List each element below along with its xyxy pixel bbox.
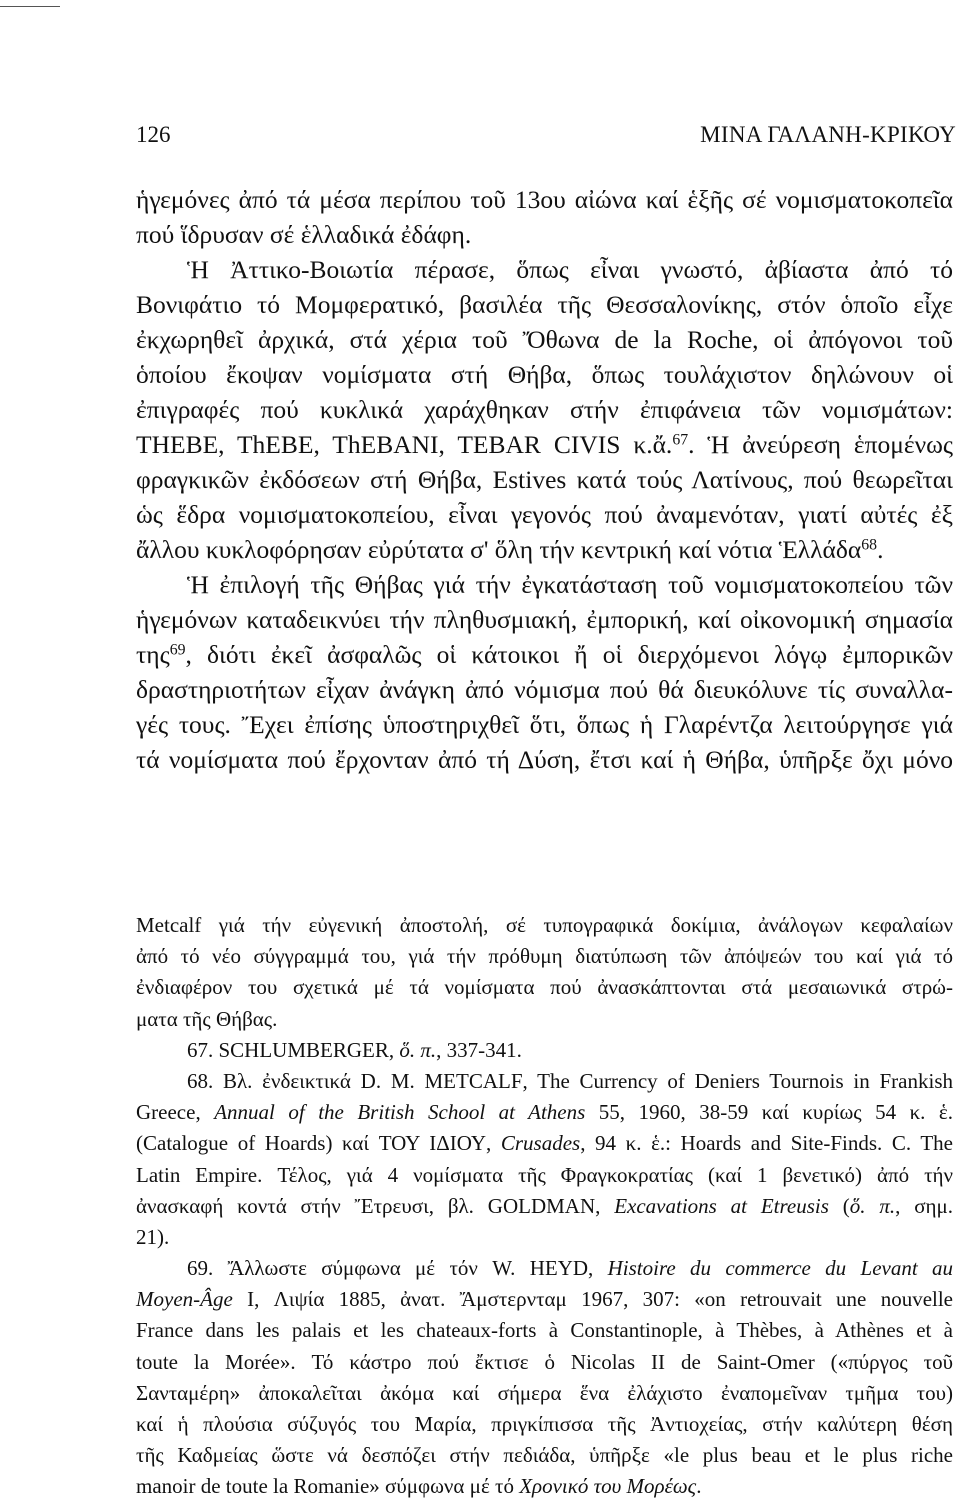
citation-abbrev: ὅ. π. (849, 1193, 896, 1218)
footnote-ref-69: 69 (169, 641, 186, 659)
footnote-line: toute la Morée». Τό κάστρο πού ἔκτισε ὁ Nicolas II de Saint-Omer («πύργος τοῦ (136, 1349, 953, 1374)
page-number: 126 (136, 122, 171, 147)
body-text-run: THEBE, ThEBE, ThEBANI, TEBAR CIVIS κ.ἄ. (136, 430, 673, 459)
footnote-text-run: , 337-341. (436, 1037, 522, 1062)
footnote-ref-67: 67 (672, 431, 689, 449)
body-line: πού ἵδρυσαν σέ ἑλλαδικά ἐδάφη. (136, 220, 472, 249)
body-text-run: . Ἡ ἀνεύρεση ἑπομένως (688, 430, 953, 459)
footnote-text-run: , The Currency of Deniers Tournois in Frankish (522, 1068, 953, 1093)
footnote-68 (136, 1066, 953, 1097)
citation-abbrev: ὅ. π. (399, 1037, 437, 1062)
body-line: ἐκχωρηθεῖ ἀρχικά, στά χέρια τοῦ Ὄθωνα de la Roche, οἱ ἀπόγονοι τοῦ (136, 325, 953, 354)
footnote-line: ἀπό τό νέο σύγγραμμά του, γιά τήν πρόθυμη διατύπωση τῶν ἀπόψεών του καί γιά τό (136, 944, 953, 969)
body-line (136, 637, 953, 672)
footnote-line (136, 1097, 953, 1128)
footnote-line (136, 1471, 953, 1502)
footnotes (136, 910, 953, 1503)
footnote-text-run: . (696, 1474, 702, 1499)
body-line: φραγκικῶν ἐκδόσεων στή Θήβα, Estives κατά τούς Λατίνους, πού θεωρεῖται (136, 465, 953, 494)
footnote-text-run: ( (828, 1193, 850, 1218)
footnote-text-run: , (486, 1131, 501, 1156)
running-head: ΜΙΝΑ ΓΑΛΑΝΗ-ΚΡΙΚΟΥ (700, 122, 956, 147)
journal-title: Annual of the British School at Athens (214, 1100, 586, 1125)
footnote-text-run: 55, 1960, 38-59 καί κυρίως 54 κ. ἑ. (585, 1100, 953, 1125)
footnote-text-run: , 94 κ. ἑ.: Hoards and Site-Finds. C. The (580, 1131, 954, 1156)
body-line: ὡς ἕδρα νομισματοκοπείου, εἶναι γεγονός πού ἀναμενόταν, γιατί αὐτές ἐξ (136, 500, 953, 529)
footnote-line (136, 1284, 953, 1315)
book-title: Excavations at Etreusis (614, 1193, 829, 1218)
footnote-line: ἐνδιαφέρον του σχετικά μέ τά νομίσματα πού ἀνασκάπτονται στά μεσαιωνικά στρώ- (136, 975, 953, 1000)
footnote-text-run: , (388, 1037, 400, 1062)
book-title: Crusades (500, 1131, 581, 1156)
body-line: ὁποίου ἔκοψαν νομίσματα στή Θήβα, ὅπως τουλάχιστον δηλώνουν οἱ (136, 360, 953, 389)
author-name: HEYD (529, 1256, 589, 1281)
main-text (136, 182, 953, 777)
footnote-text-run: ἀνασκαφή κοντά στήν Ἔτρευσι, βλ. (136, 1193, 488, 1218)
footnote-text-run: , (595, 1193, 615, 1218)
footnote-text-run: (Catalogue of Hoards) καί (136, 1131, 379, 1156)
footnote-69 (136, 1253, 953, 1284)
footnote-line: καί ἡ πλούσια σύζυγός του Μαρία, πριγκίπισσα τῆς Ἀντιοχείας, στήν καλύτερη θέση (136, 1412, 953, 1436)
body-line (136, 532, 953, 567)
book-title: Moyen-Âge (136, 1287, 233, 1312)
footnote-text-run: , (588, 1256, 608, 1281)
body-line (136, 427, 953, 462)
author-name: METCALF (424, 1068, 523, 1093)
footnote-text-run: , σημ. (895, 1193, 954, 1218)
body-line: Βονιφάτιο τό Μομφερατικό, βασιλέα τῆς Θεσσαλονίκης, στόν ὁποῖο εἶχε (136, 290, 953, 319)
footnote-ref-68: 68 (861, 536, 878, 554)
body-line: γές τους. Ἔχει ἐπίσης ὑποστηριχθεῖ ὅτι, ὅπως ἡ Γλαρέντζα λειτούργησε γιά (136, 710, 953, 739)
footnote-line: 21). (136, 1224, 170, 1249)
footnote-text-run: Greece, (136, 1100, 215, 1125)
footnote-line (136, 1128, 953, 1159)
body-line: δραστηριοτήτων εἶχαν ἀνάγκη ἀπό νόμισμα πού θά διευκόλυνε τίς συναλλα- (136, 675, 953, 704)
footnote-line: Latin Empire. Τέλος, γιά 4 νομίσματα τῆς Φραγκοκρατίας (καί 1 βενετικό) ἀπό τήν (136, 1162, 953, 1187)
body-line: ἡγεμόνες ἀπό τά μέσα περίπου τοῦ 13ου αἰώνα καί ἑξῆς σέ νομισματοκοπεῖα (136, 185, 953, 214)
author-name: SCHLUMBERGER (218, 1037, 389, 1062)
footnote-text-run: manoir de toute la Romanie» σύμφωνα μέ τό (136, 1474, 520, 1499)
footnote-text-run: 69. Ἄλλωστε σύμφωνα μέ τόν W. (187, 1256, 530, 1281)
body-line: Ἡ ἐπιλογή τῆς Θήβας γιά τήν ἐγκατάσταση τοῦ νομισματοκοπείου τῶν (187, 570, 953, 599)
body-text-run: της (136, 640, 170, 669)
body-text-run: ἄλλου κυκλοφόρησαν εὐρύτατα σ' ὅλη τήν κεντρική καί νότια Ἑλλάδα (136, 535, 862, 564)
footnote-67 (136, 1035, 953, 1066)
page-corner-rule (0, 6, 60, 7)
footnote-line: Metcalf γιά τήν εὐγενική ἀποστολή, σέ τυπογραφικά δοκίμια, ἀνάλογων κεφαλαίων (136, 913, 953, 937)
page-header (136, 122, 956, 156)
footnote-text-run: 68. Βλ. ἐνδεικτικά D. M. (187, 1068, 425, 1093)
footnote-text-run: 67. (187, 1037, 219, 1062)
body-text-run: . (877, 535, 884, 564)
body-line: ἐπιγραφές πού κυκλικά χαράχθηκαν στήν ἐπιφάνεια τῶν νομισμάτων: (136, 395, 953, 424)
body-line: Ἡ Ἀττικο-Βοιωτία πέρασε, ὅπως εἶναι γνωστό, ἀβίαστα ἀπό τό (187, 255, 953, 284)
body-line: ἡγεμόνων καταδεικνύει τήν πληθυσμιακή, ἐμπορική, καί οἰκονομική σημασία (136, 605, 953, 634)
author-name: ΤΟΥ ΙΔΙΟΥ (378, 1131, 487, 1156)
footnote-line: τῆς Καδμείας ὥστε νά δεσπόζει στήν πεδιάδα, ὑπῆρξε «le plus beau et le plus riche (136, 1443, 953, 1468)
footnote-line (136, 1191, 953, 1222)
book-title: Histoire du commerce du Levant au (607, 1256, 954, 1281)
footnote-line: ματα τῆς Θήβας. (136, 1006, 278, 1031)
book-title: Χρονικό του Μορέως (519, 1474, 697, 1499)
footnote-line: France dans les palais et les chateaux-forts à Constantinople, à Thèbes, à Athènes et à (136, 1318, 953, 1343)
footnote-line: Σανταμέρη» ἀποκαλεῖται ἀκόμα καί σήμερα ἕνα ἐλάχιστο ἐναπομεῖναν τμῆμα του) (136, 1380, 953, 1405)
body-text-run: , διότι ἐκεῖ ἀσφαλῶς οἱ κάτοικοι ἤ οἱ διερχόμενοι λόγῳ ἐμπορικῶν (185, 640, 953, 669)
footnote-text-run: I, Λιψία 1885, ἀνατ. Ἄμστερνταμ 1967, 307: «on retrouvait une nouvelle (232, 1287, 953, 1312)
body-line: τά νομίσματα πού ἔρχονταν ἀπό τή Δύση, ἔτσι καί ἡ Θήβα, ὑπῆρξε ὄχι μόνο (136, 745, 953, 774)
author-name: GOLDMAN (487, 1193, 596, 1218)
